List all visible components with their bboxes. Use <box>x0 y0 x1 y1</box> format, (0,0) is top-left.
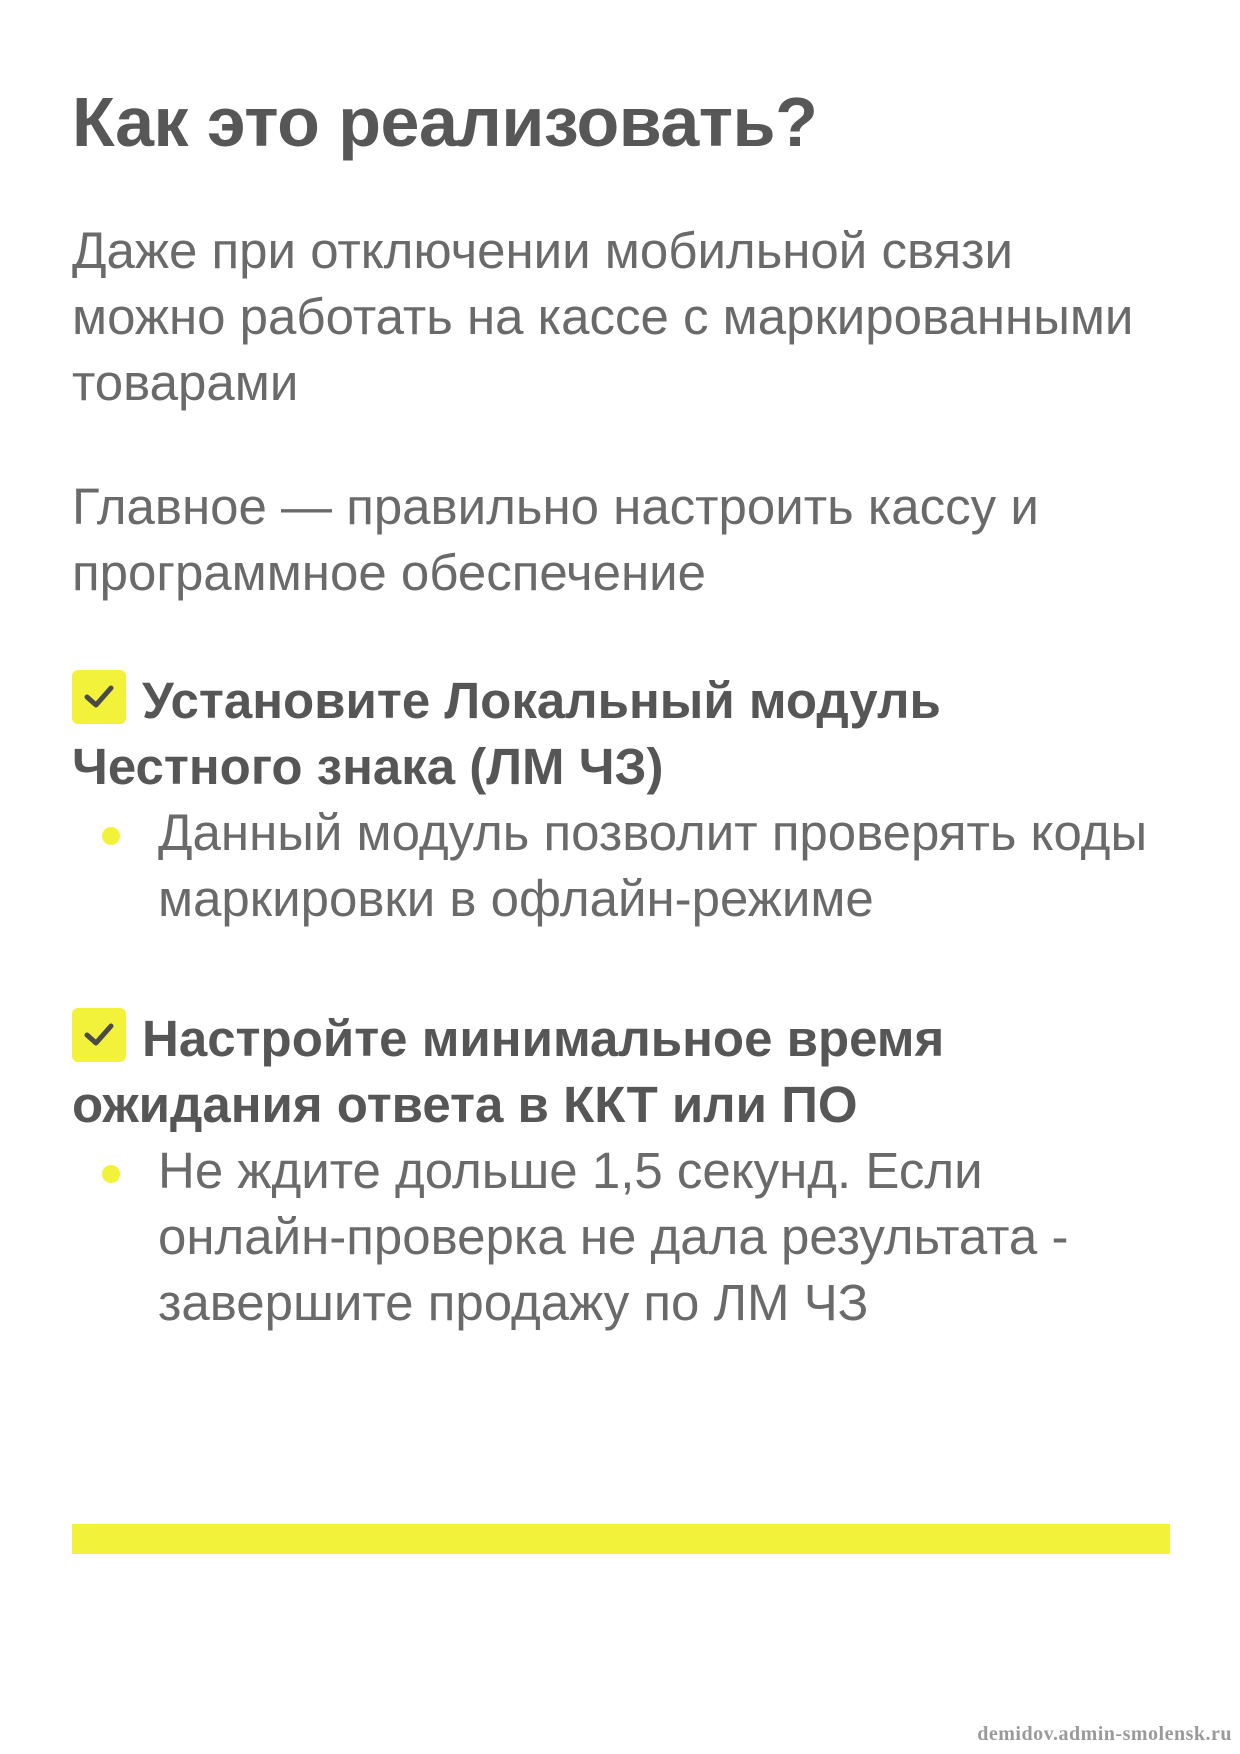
step-1 <box>72 668 1172 932</box>
checkbox-icon <box>72 670 126 724</box>
page-title: Как это реализовать? <box>72 83 818 161</box>
accent-divider <box>72 1524 1170 1554</box>
step-2-bullet-text: Не ждите дольше 1,5 секунд. Если онлайн-проверка не дала результата - завершите продажу по ЛМ ЧЗ <box>158 1142 1069 1331</box>
step-1-bullet <box>72 800 1172 932</box>
step-2-heading-text: Настройте минимальное время ожидания ответа в ККТ или ПО <box>72 1010 945 1133</box>
step-1-heading-text: Установите Локальный модуль Честного знака (ЛМ ЧЗ) <box>72 672 941 795</box>
intro-paragraph-1: Даже при отключении мобильной связи можно работать на кассе с маркированными товарами <box>72 222 1134 411</box>
step-2-bullet <box>72 1138 1172 1336</box>
watermark: demidov.admin-smolensk.ru <box>977 1723 1232 1745</box>
checkbox-icon <box>72 1008 126 1062</box>
step-2 <box>72 1006 1172 1336</box>
bullet-dot-icon <box>102 827 120 845</box>
step-1-bullet-text: Данный модуль позволит проверять коды маркировки в офлайн-режиме <box>158 804 1148 927</box>
document-page <box>72 80 1172 1336</box>
bullet-dot-icon <box>102 1165 120 1183</box>
step-2-heading <box>72 1006 1172 1138</box>
step-1-heading <box>72 668 1172 800</box>
intro-paragraph-2: Главное — правильно настроить кассу и программное обеспечение <box>72 478 1039 601</box>
